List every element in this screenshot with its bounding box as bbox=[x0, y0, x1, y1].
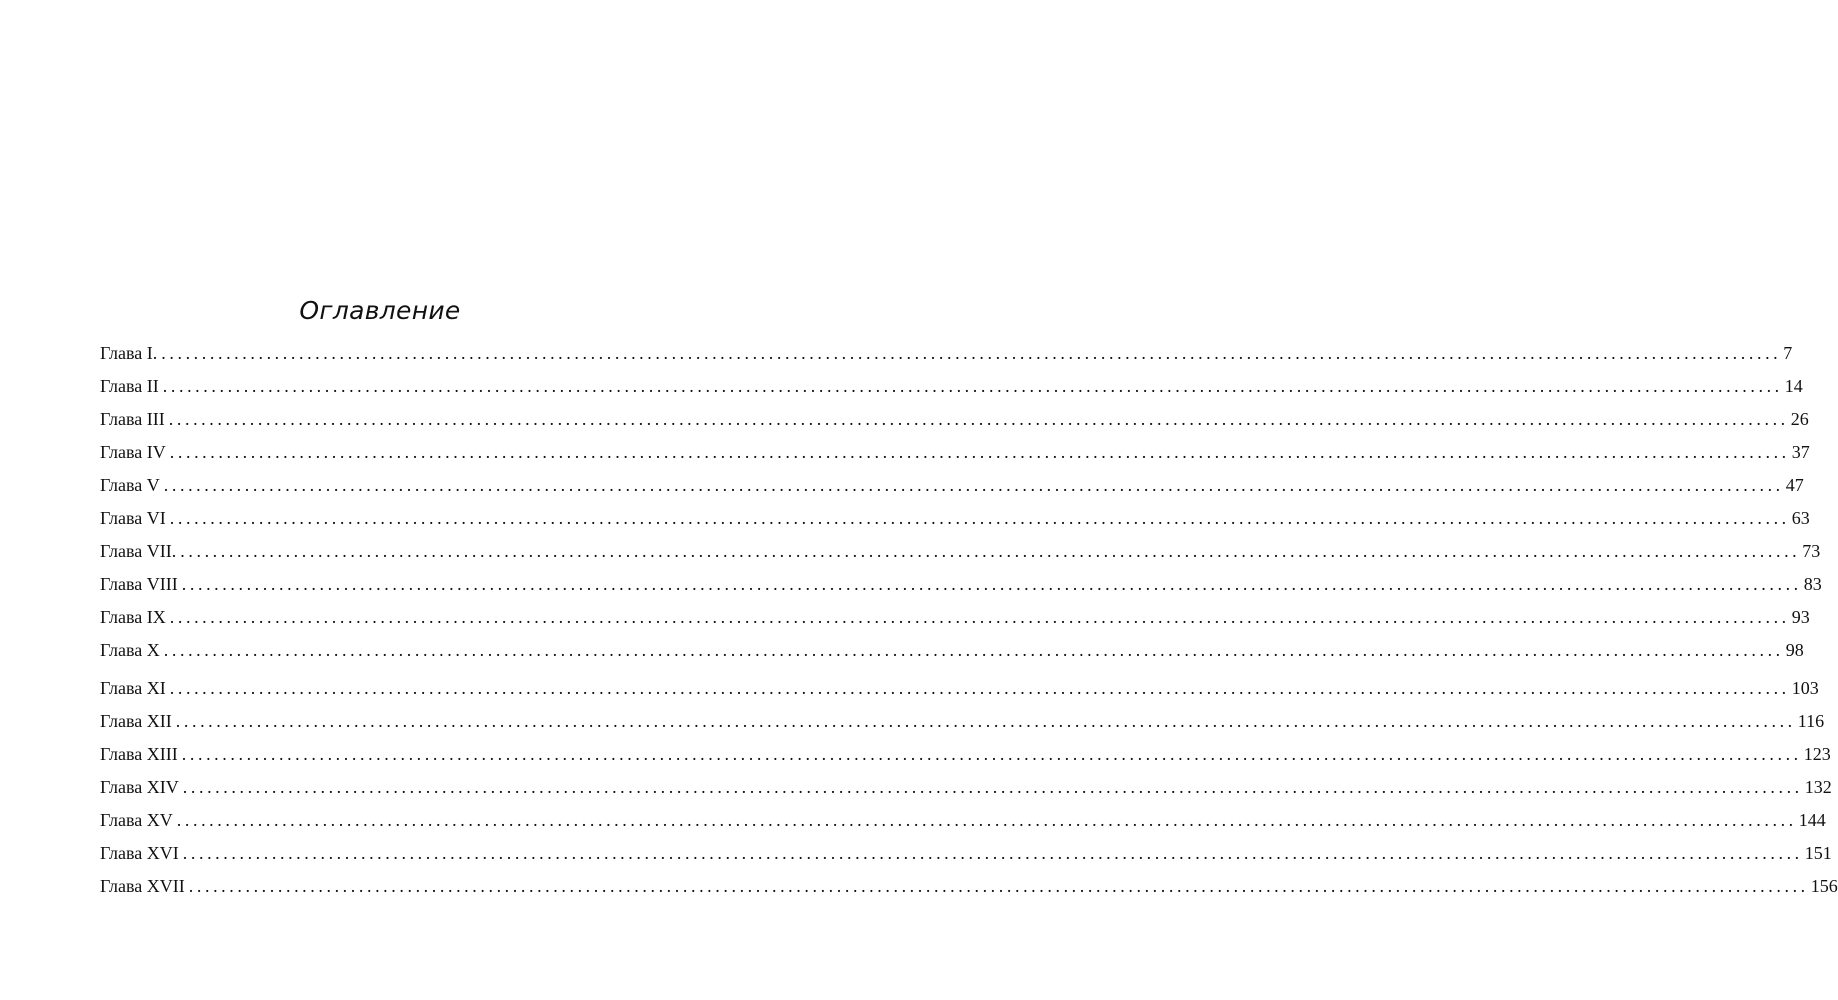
toc-entry-label: Глава IX bbox=[100, 604, 170, 630]
toc-entry[interactable] bbox=[100, 571, 1822, 597]
dot-leader: ........................................................................................................................................................................................................ bbox=[169, 508, 1790, 528]
dot-leader: ........................................................................................................................................................................................................ bbox=[169, 607, 1790, 627]
toc-entry[interactable] bbox=[100, 439, 1810, 465]
toc-entry-label: Глава V bbox=[100, 472, 164, 498]
toc-entry-label: Глава XI bbox=[100, 675, 170, 701]
toc-entry[interactable] bbox=[100, 472, 1804, 498]
toc-entry-page: 47 bbox=[1784, 472, 1804, 498]
toc-entry-label: Глава IV bbox=[100, 439, 170, 465]
toc-entry-label: Глава III bbox=[100, 406, 169, 432]
toc-entry[interactable] bbox=[100, 505, 1810, 531]
dot-leader: ........................................................................................................................................................................................................ bbox=[163, 475, 1784, 495]
toc-entry-page: 26 bbox=[1789, 406, 1809, 432]
toc-entry-page: 37 bbox=[1790, 439, 1810, 465]
toc-entry[interactable] bbox=[100, 774, 1832, 800]
dot-leader: ........................................................................................................................................................................................................ bbox=[169, 442, 1790, 462]
toc-entry-page: 14 bbox=[1783, 373, 1803, 399]
dot-leader: ........................................................................................................................................................................................................ bbox=[163, 640, 1784, 660]
toc-entry-page: 144 bbox=[1797, 807, 1826, 833]
toc-entry-page: 116 bbox=[1796, 708, 1824, 734]
toc-entry-label: Глава VIII bbox=[100, 571, 182, 597]
toc-entry-label: Глава XV bbox=[100, 807, 177, 833]
toc-entry-label: Глава XII bbox=[100, 708, 176, 734]
dot-leader: ........................................................................................................................................................................................................ bbox=[176, 810, 1797, 830]
toc-entry[interactable] bbox=[100, 340, 1793, 366]
toc-entry-page: 93 bbox=[1790, 604, 1810, 630]
dot-leader: ........................................................................................................................................................................................................ bbox=[169, 678, 1790, 698]
toc-entry-label: Глава XIII bbox=[100, 741, 182, 767]
dot-leader: ........................................................................................................................................................................................................ bbox=[182, 843, 1803, 863]
toc-entry[interactable] bbox=[100, 373, 1803, 399]
toc-entry[interactable] bbox=[100, 708, 1825, 734]
toc-entry-page: 123 bbox=[1802, 741, 1831, 767]
toc-entry[interactable] bbox=[100, 807, 1826, 833]
toc-entry[interactable] bbox=[100, 873, 1838, 899]
dot-leader: ........................................................................................................................................................................................................ bbox=[181, 744, 1802, 764]
toc-entry-page: 98 bbox=[1784, 637, 1804, 663]
toc-entry[interactable] bbox=[100, 675, 1819, 701]
dot-leader: ........................................................................................................................................................................................................ bbox=[180, 541, 1801, 561]
toc-entry-page: 151 bbox=[1803, 840, 1832, 866]
toc-entry-label: Глава I. bbox=[100, 340, 161, 366]
toc-entry[interactable] bbox=[100, 741, 1831, 767]
dot-leader: ........................................................................................................................................................................................................ bbox=[188, 876, 1809, 896]
page-title: Оглавление bbox=[299, 296, 461, 325]
toc-entry-label: Глава VI bbox=[100, 505, 170, 531]
toc-entry[interactable] bbox=[100, 604, 1810, 630]
toc-entry-label: Глава II bbox=[100, 373, 163, 399]
dot-leader: ........................................................................................................................................................................................................ bbox=[181, 574, 1802, 594]
toc-entry-label: Глава X bbox=[100, 637, 164, 663]
dot-leader: ........................................................................................................................................................................................................ bbox=[168, 409, 1789, 429]
toc-entry-page: 156 bbox=[1809, 873, 1838, 899]
dot-leader: ........................................................................................................................................................................................................ bbox=[161, 343, 1782, 363]
toc-entry-page: 83 bbox=[1802, 571, 1822, 597]
toc-entry[interactable] bbox=[100, 406, 1809, 432]
toc-entry[interactable] bbox=[100, 538, 1821, 564]
toc-entry-label: Глава VII. bbox=[100, 538, 180, 564]
dot-leader: ........................................................................................................................................................................................................ bbox=[162, 376, 1783, 396]
toc-entry[interactable] bbox=[100, 840, 1832, 866]
toc-entry-label: Глава XVII bbox=[100, 873, 189, 899]
toc-entry-label: Глава XIV bbox=[100, 774, 183, 800]
dot-leader: ........................................................................................................................................................................................................ bbox=[175, 711, 1796, 731]
toc-entry-page: 132 bbox=[1803, 774, 1832, 800]
toc-entry-page: 7 bbox=[1781, 340, 1792, 366]
toc-entry-page: 63 bbox=[1790, 505, 1810, 531]
dot-leader: ........................................................................................................................................................................................................ bbox=[182, 777, 1803, 797]
toc-entry[interactable] bbox=[100, 637, 1804, 663]
toc-entry-page: 73 bbox=[1800, 538, 1820, 564]
toc-entry-page: 103 bbox=[1790, 675, 1819, 701]
toc-entry-label: Глава XVI bbox=[100, 840, 183, 866]
